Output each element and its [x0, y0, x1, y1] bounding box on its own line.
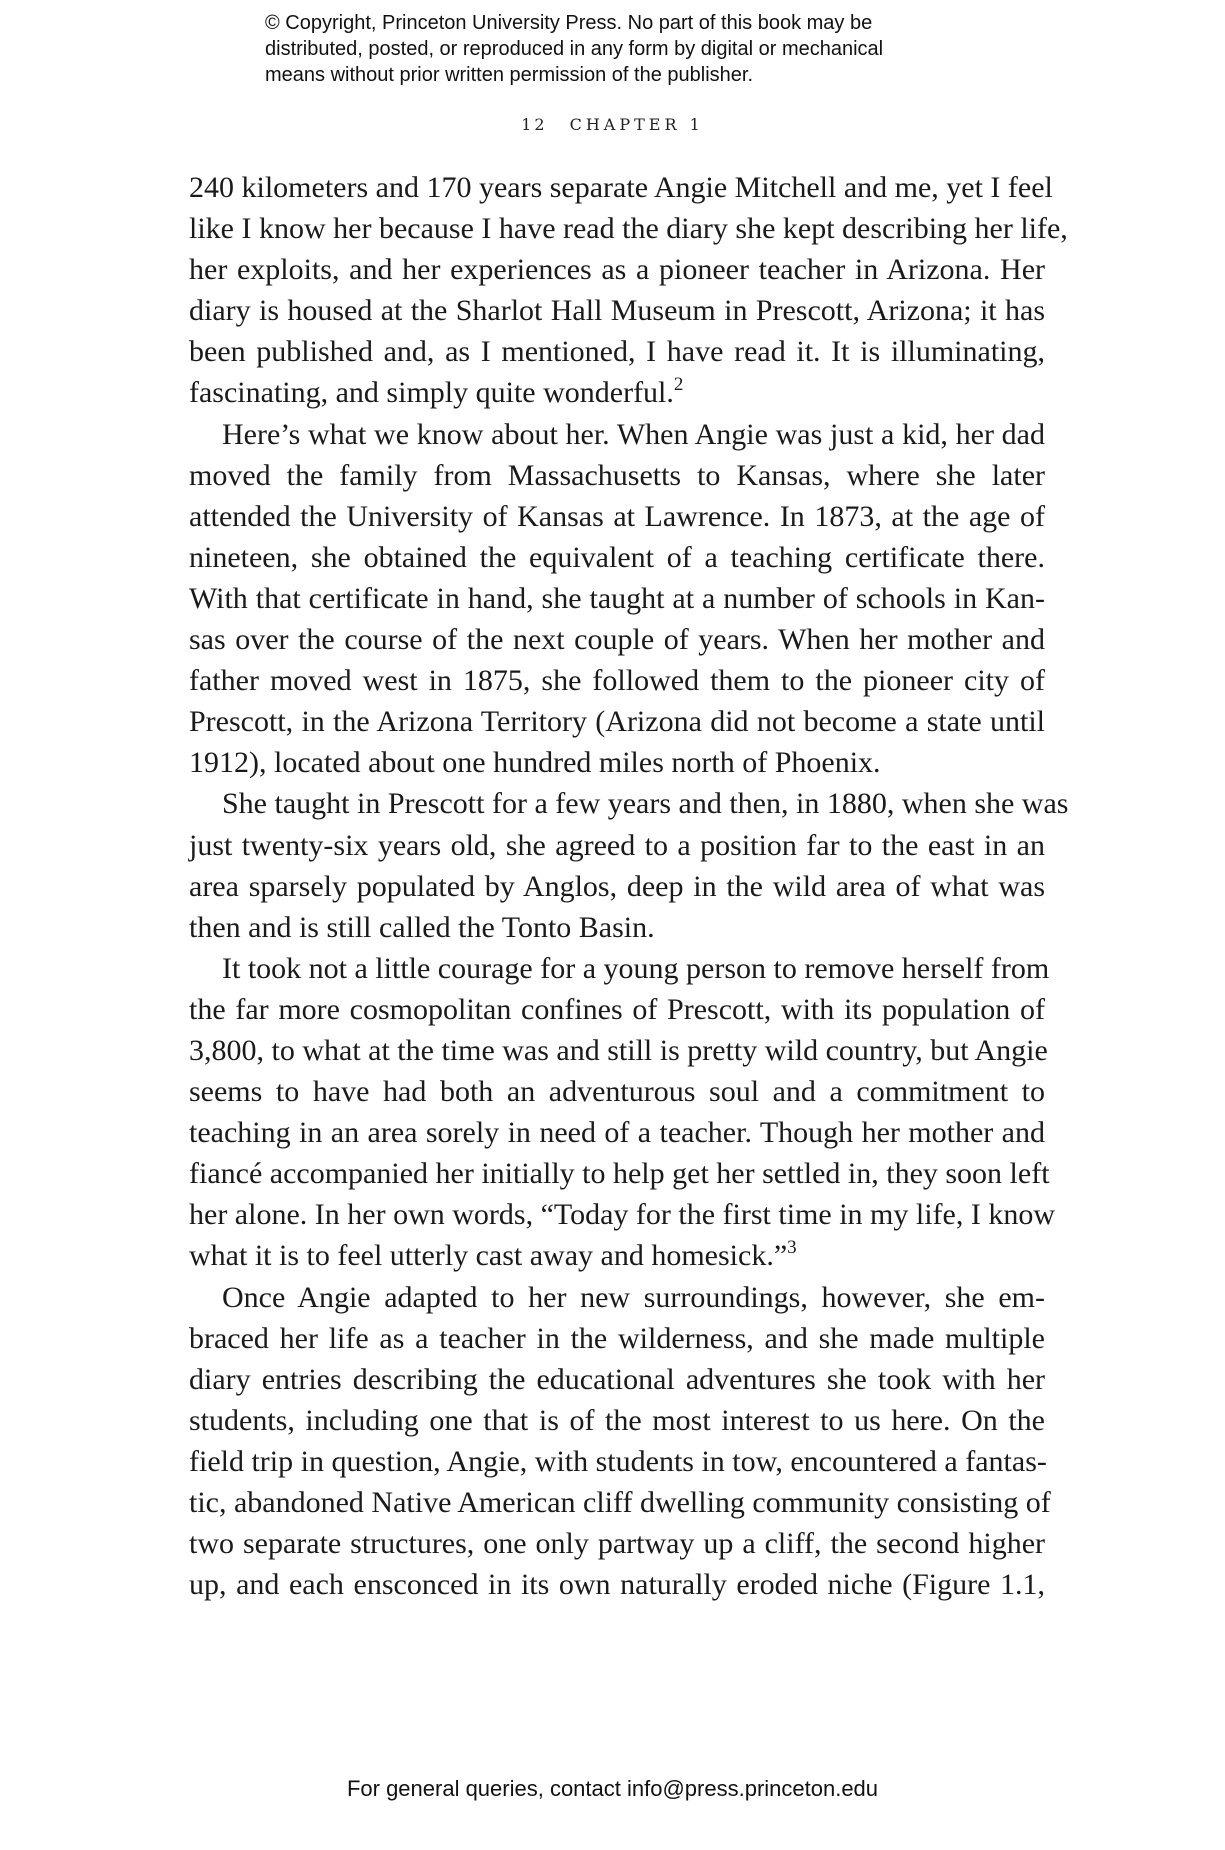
- copyright-notice: [265, 10, 1025, 88]
- text-line: Once Angie adapted to her new surroundings, however, she em-: [222, 1280, 1045, 1314]
- text-line: Here’s what we know about her. When Angie was just a kid, her dad: [222, 417, 1045, 451]
- text-line: nineteen, she obtained the equivalent of a teaching certificate there.: [189, 540, 1045, 574]
- text-line: diary entries describing the educational adventures she took with her: [189, 1362, 1045, 1396]
- text-line: area sparsely populated by Anglos, deep in the wild area of what was: [189, 869, 1045, 903]
- text-line: [189, 372, 1045, 413]
- copyright-line: distributed, posted, or reproduced in any form by digital or mechanical: [265, 38, 884, 60]
- paragraph: [189, 414, 1045, 784]
- text-line: sas over the course of the next couple of years. When her mother and: [189, 623, 1045, 657]
- chapter-label: CHAPTER 1: [569, 115, 704, 134]
- text-line: like I know her because I have read the diary she kept describing her life,: [189, 212, 1068, 246]
- text-line: teaching in an area sorely in need of a teacher. Though her mother and: [189, 1116, 1045, 1150]
- text-line: It took not a little courage for a young person to remove herself from: [222, 951, 1050, 985]
- text-line: then and is still called the Tonto Basin.: [189, 910, 655, 944]
- copyright-line: © Copyright, Princeton University Press. No part of this book may be: [265, 12, 873, 34]
- text-line: fiancé accompanied her initially to help get her settled in, they soon left: [189, 1157, 1050, 1191]
- text-line: just twenty-six years old, she agreed to a position far to the east in an: [189, 828, 1045, 862]
- running-head: [0, 115, 1225, 134]
- footnote-ref[interactable]: 3: [787, 1237, 797, 1259]
- text-line: seems to have had both an adventurous soul and a commitment to: [189, 1075, 1045, 1109]
- text-line: tic, abandoned Native American cliff dwelling community consisting of: [189, 1486, 1051, 1519]
- text-line: [189, 1235, 1045, 1276]
- text-line: two separate structures, one only partway up a cliff, the second higher: [189, 1527, 1045, 1561]
- text-line: her alone. In her own words, “Today for the first time in my life, I know: [189, 1198, 1056, 1232]
- text-line: been published and, as I mentioned, I have read it. It is illuminating,: [189, 335, 1045, 369]
- paragraph: [189, 167, 1068, 414]
- text-line: up, and each ensconced in its own naturally eroded niche (Figure 1.1,: [189, 1568, 1045, 1602]
- text-line: 240 kilometers and 170 years separate Angie Mitchell and me, yet I feel: [189, 171, 1053, 204]
- text-line: father moved west in 1875, she followed them to the pioneer city of: [189, 664, 1045, 698]
- text-line: 3,800, to what at the time was and still is pretty wild country, but Angie: [189, 1033, 1048, 1067]
- copyright-line: means without prior written permission of the publisher.: [265, 64, 754, 86]
- text-line: She taught in Prescott for a few years and then, in 1880, when she was: [222, 787, 1069, 821]
- paragraph: [189, 783, 1069, 947]
- text-line: attended the University of Kansas at Lawrence. In 1873, at the age of: [189, 499, 1045, 533]
- footnote-ref[interactable]: 2: [673, 374, 684, 396]
- page-number: 12: [521, 115, 548, 134]
- text-line: students, including one that is of the most interest to us here. On the: [189, 1403, 1045, 1437]
- text-line: 1912), located about one hundred miles north of Phoenix.: [189, 746, 881, 780]
- text-line-content: what it is to feel utterly cast away and homesick.”: [189, 1239, 788, 1273]
- text-line: diary is housed at the Sharlot Hall Museum in Prescott, Arizona; it has: [189, 294, 1045, 328]
- paragraph: [189, 948, 1056, 1277]
- body-text: [189, 167, 1069, 1605]
- text-line-content: fascinating, and simply quite wonderful.: [189, 376, 674, 410]
- text-line: braced her life as a teacher in the wilderness, and she made multiple: [189, 1321, 1045, 1355]
- text-line: Prescott, in the Arizona Territory (Arizona did not become a state until: [189, 705, 1045, 739]
- text-line: With that certificate in hand, she taught at a number of schools in Kan-: [189, 581, 1045, 615]
- paragraph: [189, 1277, 1051, 1606]
- footer-contact: For general queries, contact info@press.princeton.edu: [346, 1776, 879, 1801]
- text-line: moved the family from Massachusetts to Kansas, where she later: [189, 458, 1045, 492]
- text-line: her exploits, and her experiences as a pioneer teacher in Arizona. Her: [189, 253, 1045, 287]
- text-line: the far more cosmopolitan confines of Prescott, with its population of: [189, 992, 1045, 1026]
- text-line: field trip in question, Angie, with students in tow, encountered a fantas-: [189, 1444, 1047, 1478]
